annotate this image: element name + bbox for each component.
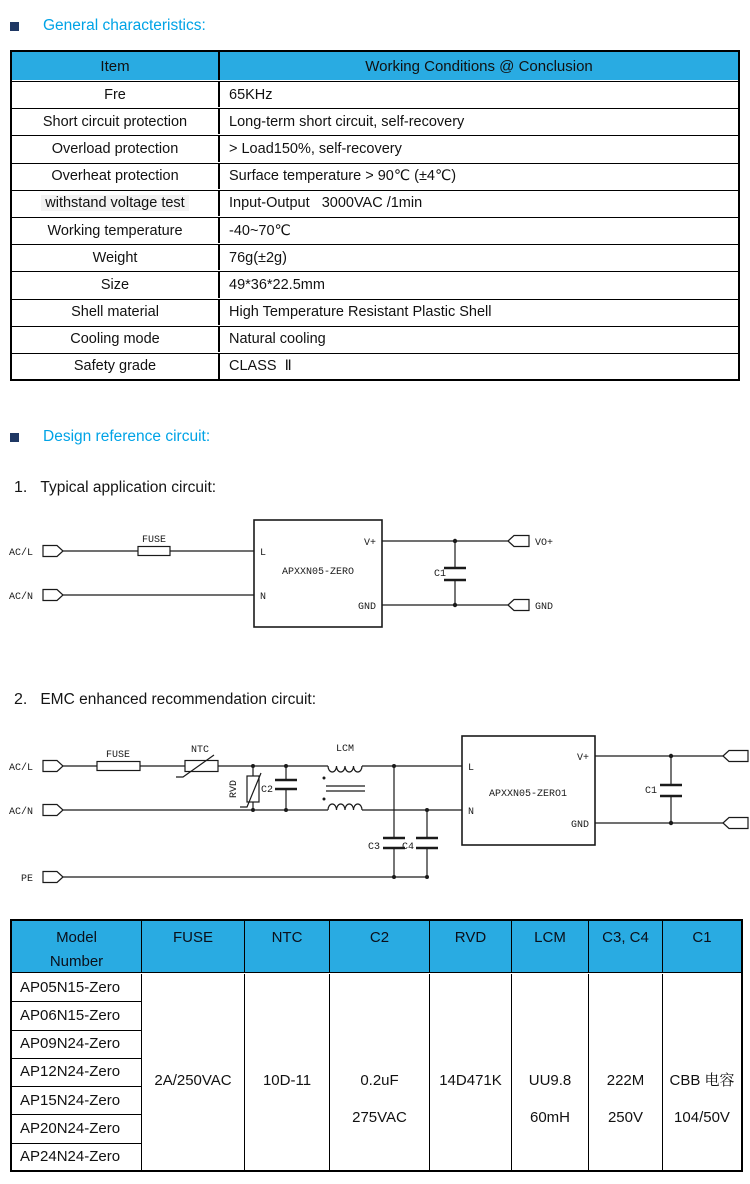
fuse-symbol [97, 762, 140, 771]
fuse-symbol [138, 547, 170, 556]
header-line: Number [49, 953, 104, 970]
c2-label: C2 [260, 785, 273, 796]
typical-application-circuit-diagram [0, 513, 600, 638]
item-cell: Working temperature [12, 218, 220, 243]
ntc-label: NTC [190, 745, 210, 756]
model-cell: AP09N24-Zero [12, 1030, 141, 1057]
gnd-out-label: GND [535, 602, 554, 613]
spec-cell-rvd: 14D471K [430, 974, 512, 1170]
table-row [12, 353, 738, 379]
subtitle-text: EMC enhanced recommendation circuit: [40, 691, 317, 708]
model-cell: AP20N24-Zero [12, 1114, 141, 1141]
rvd-symbol [247, 776, 259, 802]
item-cell: Fre [12, 82, 220, 107]
table-body [12, 974, 741, 1170]
col-header-lcm: LCM [512, 921, 589, 972]
item-cell: Cooling mode [12, 327, 220, 352]
header-line: Model [56, 929, 97, 946]
value-cell: CLASS Ⅱ [229, 358, 292, 375]
pin-gnd-label: GND [570, 820, 589, 831]
model-cell: AP24N24-Zero [12, 1143, 141, 1170]
col-header-c1: C1 [692, 929, 712, 946]
section-design-reference-circuit [10, 427, 210, 447]
model-cell: AP05N15-Zero [20, 978, 121, 996]
c1-label: C1 [433, 569, 446, 580]
item-cell: Weight [12, 245, 220, 270]
table-row [12, 81, 738, 107]
acn-label: AC/N [8, 592, 33, 603]
acl-label: AC/L [8, 548, 33, 559]
subtitle-text: Typical application circuit: [40, 479, 217, 496]
connector-icon [43, 546, 63, 557]
pin-l-label: L [468, 763, 475, 774]
table-row [12, 244, 738, 270]
connector-icon [723, 751, 748, 762]
model-column [12, 974, 142, 1170]
acl-label: AC/L [8, 763, 33, 774]
bullet-square-icon [10, 433, 19, 442]
fuse-label: FUSE [141, 535, 167, 546]
section-general-characteristics [10, 16, 206, 36]
c3-label: C3 [367, 842, 380, 853]
connector-icon [508, 536, 529, 547]
value-cell: High Temperature Resistant Plastic Shell [229, 304, 492, 321]
spec-cell-fuse: 2A/250VAC [142, 974, 245, 1170]
subtitle-typical-application [14, 479, 216, 497]
choke-winding-top [328, 766, 362, 772]
list-number: 2. [14, 691, 28, 708]
item-cell: Size [12, 272, 220, 297]
section-title: Design reference circuit: [43, 428, 211, 445]
pin-vplus-label: V+ [363, 538, 376, 549]
spec-cell-lcm: UU9.8 60mH [512, 974, 589, 1170]
item-cell: Overload protection [12, 136, 220, 161]
col-header-fuse: FUSE [142, 921, 245, 972]
spec-cell-ntc: 10D-11 [245, 974, 330, 1170]
c1-label: C1 [644, 786, 657, 797]
connector-icon [43, 805, 63, 816]
rvd-label: RVD [229, 779, 240, 799]
value-cell: Input-Output 3000VAC /1min [229, 195, 423, 212]
pin-gnd-label: GND [357, 602, 376, 613]
value-cell: 76g(±2g) [229, 249, 287, 266]
item-cell [12, 191, 220, 216]
value-cell: > Load150%, self-recovery [229, 140, 402, 157]
spec-cell-c3c4: 222M 250V [589, 974, 663, 1170]
lcm-label: LCM [335, 744, 355, 755]
model-cell: AP15N24-Zero [12, 1086, 141, 1113]
value-cell: 65KHz [229, 86, 273, 103]
connector-icon [43, 590, 63, 601]
col-header-conditions: Working Conditions @ Conclusion [365, 57, 593, 75]
vo-out-label: VO+ [535, 538, 554, 549]
spec-cell-c2: 0.2uF 275VAC [330, 974, 430, 1170]
table-row [12, 217, 738, 243]
acn-label: AC/N [8, 807, 33, 818]
item-cell: Safety grade [12, 354, 220, 379]
value-cell: -40~70℃ [229, 222, 291, 239]
pe-label: PE [20, 874, 33, 885]
table-row [12, 190, 738, 216]
pin-n-label: N [260, 592, 267, 603]
col-header-model [12, 921, 142, 972]
col-header-ntc: NTC [245, 921, 330, 972]
col-header-c3c4: C3, C4 [589, 921, 663, 972]
emc-recommendation-circuit-diagram [0, 735, 750, 903]
c4-label: C4 [401, 842, 414, 853]
value-cell: 49*36*22.5mm [229, 276, 325, 293]
value-cell: Long-term short circuit, self-recovery [229, 113, 465, 130]
connector-icon [43, 872, 63, 883]
table-row [12, 108, 738, 134]
model-cell: AP06N15-Zero [12, 1001, 141, 1028]
table-row [12, 326, 738, 352]
col-header-rvd: RVD [430, 921, 512, 972]
connector-icon [723, 818, 748, 829]
pin-l-label: L [260, 548, 267, 559]
pin-vplus-label: V+ [576, 753, 589, 764]
col-header-c2: C2 [330, 921, 430, 972]
table-row [12, 163, 738, 189]
table-row [12, 299, 738, 325]
module-name-label: APXXN05-ZERO1 [488, 789, 568, 800]
general-characteristics-table [10, 50, 740, 381]
module-name-label: APXXN05-ZERO [281, 567, 355, 578]
connector-icon [508, 600, 529, 611]
table-row [12, 271, 738, 297]
table-row [12, 135, 738, 161]
value-cell: Surface temperature > 90℃ (±4℃) [229, 168, 457, 185]
fuse-label: FUSE [105, 750, 131, 761]
table-header-row [12, 52, 738, 80]
col-header-item: Item [12, 52, 220, 80]
spec-cell-c1: CBB 电容 104/50V [669, 1072, 735, 1126]
item-cell: Shell material [12, 300, 220, 325]
model-components-table [10, 919, 743, 1172]
pin-n-label: N [468, 807, 475, 818]
item-cell: Short circuit protection [12, 109, 220, 134]
item-cell: Overheat protection [12, 164, 220, 189]
ntc-symbol [185, 761, 218, 772]
choke-winding-bottom [328, 804, 362, 810]
list-number: 1. [14, 479, 28, 496]
section-title: General characteristics: [43, 17, 206, 34]
subtitle-emc-circuit [14, 691, 316, 709]
model-cell: AP12N24-Zero [12, 1058, 141, 1085]
connector-icon [43, 761, 63, 772]
bullet-square-icon [10, 22, 19, 31]
highlighted-item-label: withstand voltage test [41, 195, 188, 211]
value-cell: Natural cooling [229, 331, 326, 348]
table-header-row [12, 921, 741, 973]
